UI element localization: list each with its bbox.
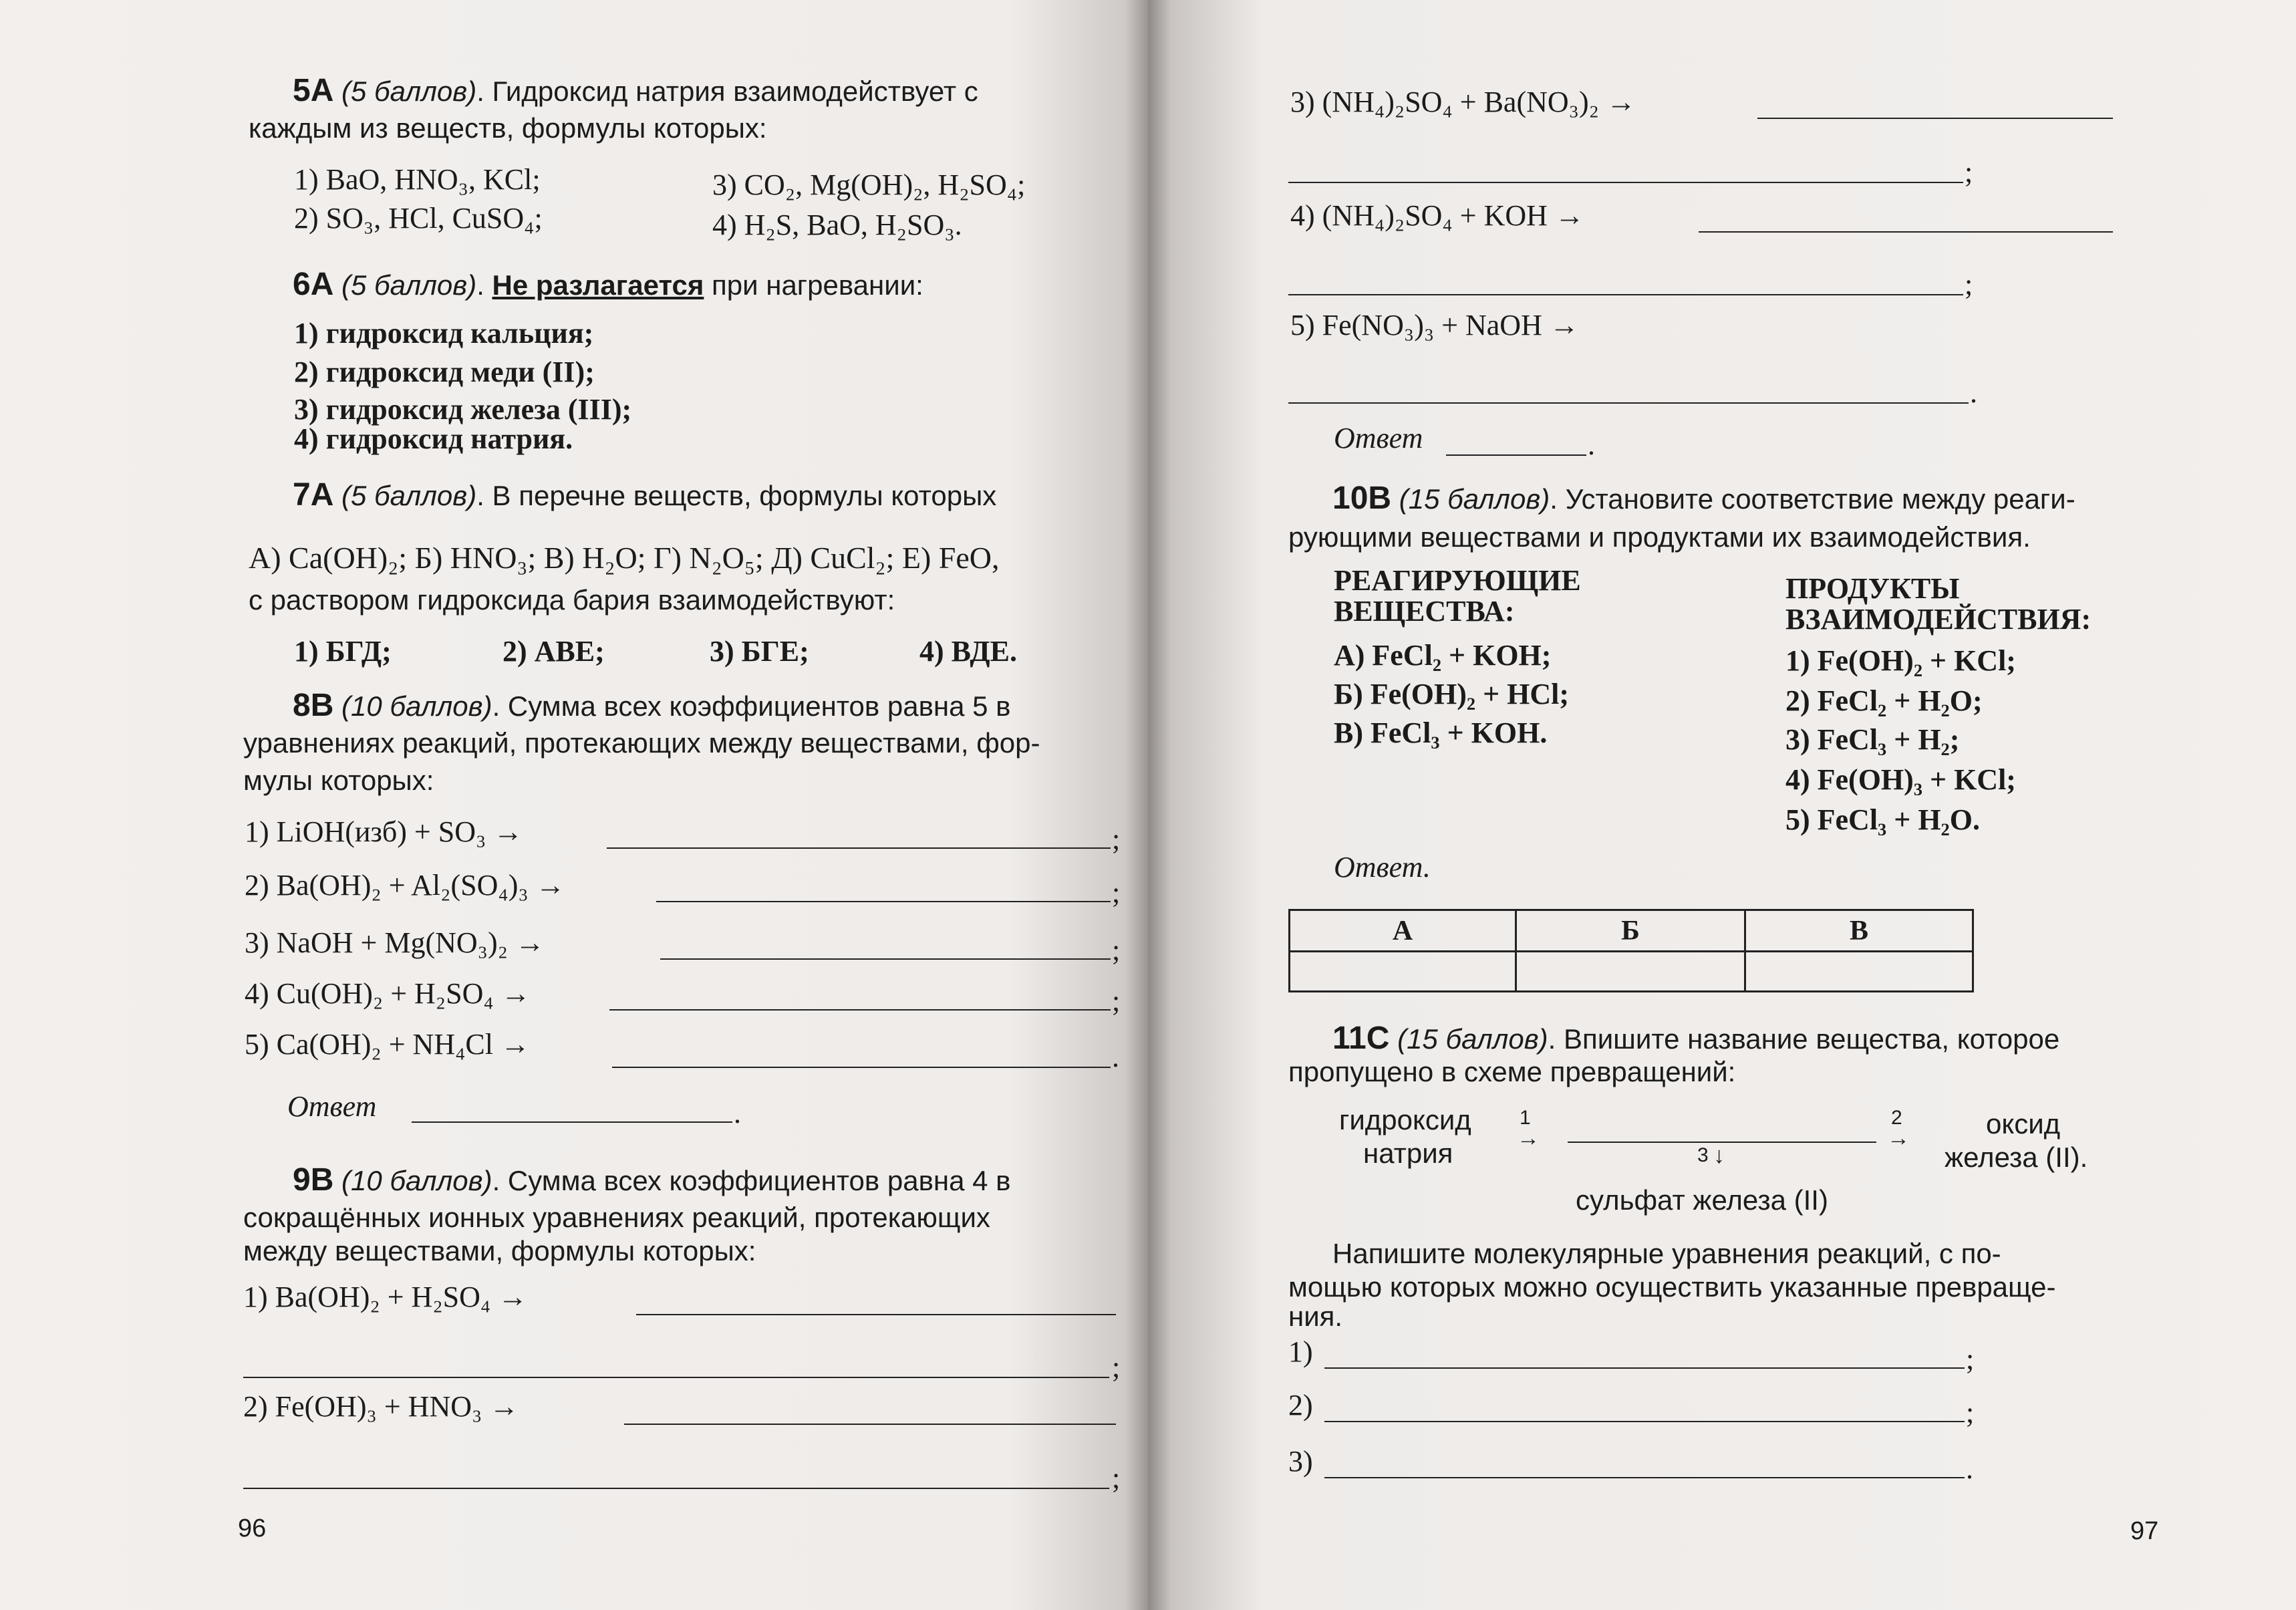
- scheme-branch: сульфат железа (II): [1576, 1184, 1828, 1216]
- semicolon: ;: [1966, 1396, 1975, 1429]
- task-7a-title: [293, 478, 996, 513]
- period: .: [734, 1097, 741, 1129]
- line-number: 2): [1288, 1389, 1313, 1422]
- answer-line[interactable]: [636, 1314, 1116, 1315]
- product: 1) Fe(OH)₂ + KCl;: [1785, 644, 2016, 677]
- answer-line[interactable]: [1324, 1367, 1965, 1369]
- semicolon: ;: [1112, 876, 1121, 909]
- semicolon: ;: [1966, 1343, 1975, 1375]
- answer-line[interactable]: [1288, 182, 1963, 183]
- semicolon: ;: [1112, 1462, 1121, 1494]
- option: 2) гидроксид меди (II);: [294, 356, 595, 388]
- product: 3) FeCl₃ + H₂;: [1785, 723, 1960, 756]
- scheme-start: натрия: [1363, 1137, 1453, 1169]
- task-text: мулы которых:: [243, 765, 434, 796]
- answer-line[interactable]: [243, 1488, 1109, 1489]
- option: 3) БГЕ;: [710, 635, 809, 668]
- task-points: (5 баллов): [341, 480, 477, 511]
- answer-cell-c[interactable]: [1745, 952, 1973, 992]
- table-header-b: Б: [1516, 910, 1745, 952]
- option: 3) гидроксид железа (III);: [294, 393, 632, 426]
- reaction: 1) LiOH(изб) + SO₃ →: [245, 815, 523, 848]
- semicolon: ;: [1112, 934, 1121, 966]
- reaction: 5) Ca(OH)₂ + NH₄Cl →: [245, 1028, 531, 1061]
- task-text: рующими веществами и продуктами их взаимодействия.: [1288, 521, 2031, 553]
- right-page: [1148, 0, 2296, 1610]
- scheme-start: гидроксид: [1339, 1104, 1471, 1135]
- task-6a-title: [293, 267, 923, 303]
- semicolon: ;: [1112, 823, 1121, 855]
- line-number: 3): [1288, 1445, 1313, 1478]
- option: 4) ВДЕ.: [919, 635, 1017, 668]
- task-text: . Сумма всех коэффициентов равна 5 в: [492, 690, 1011, 722]
- answer-label: Ответ: [1334, 422, 1423, 454]
- task-text: ния.: [1288, 1301, 1343, 1332]
- task-5a-title: [293, 74, 978, 109]
- period: .: [1588, 428, 1595, 461]
- column-heading: ВЗАИМОДЕЙСТВИЯ:: [1785, 603, 2092, 636]
- answer-field[interactable]: [412, 1121, 732, 1123]
- reactant: В) FeCl₃ + KOH.: [1334, 716, 1548, 749]
- answer-field[interactable]: [1446, 454, 1586, 456]
- page-number: 97: [2130, 1517, 2159, 1545]
- answer-line[interactable]: [1288, 294, 1963, 295]
- answer-label: Ответ.: [1334, 851, 1431, 884]
- reaction: 4) Cu(OH)₂ + H₂SO₄ →: [245, 977, 531, 1010]
- task-text: . Сумма всех коэффициентов равна 4 в: [492, 1165, 1011, 1196]
- reactant: Б) Fe(OH)₂ + HCl;: [1334, 678, 1570, 710]
- step-number: 3: [1697, 1144, 1709, 1166]
- answer-line[interactable]: [656, 901, 1111, 902]
- task-11c-title: [1332, 1021, 2059, 1057]
- task-text: . Впишите название вещества, которое: [1548, 1023, 2060, 1055]
- task-text: сокращённых ионных уравнениях реакций, протекающих: [243, 1202, 990, 1233]
- answer-cell-b[interactable]: [1516, 952, 1745, 992]
- period: .: [1970, 376, 1977, 409]
- reaction: 1) Ba(OH)₂ + H₂SO₄ →: [243, 1281, 528, 1313]
- semicolon: ;: [1112, 1351, 1121, 1383]
- reaction: 3) (NH₄)₂SO₄ + Ba(NO₃)₂ →: [1290, 86, 1636, 118]
- reaction: 5) Fe(NO₃)₃ + NaOH →: [1290, 309, 1579, 342]
- column-heading: ПРОДУКТЫ: [1785, 572, 1960, 605]
- arrow-icon: →: [1517, 1125, 1540, 1151]
- answer-line[interactable]: [624, 1424, 1116, 1425]
- arrow-down-icon: ↓: [1713, 1143, 1725, 1168]
- task-text: Напишите молекулярные уравнения реакций, с по-: [1332, 1238, 2001, 1269]
- step-number: 2: [1891, 1107, 1902, 1129]
- task-number: 5А: [293, 73, 334, 108]
- task-points: (5 баллов): [341, 269, 477, 301]
- task-9b-title: [293, 1163, 1010, 1198]
- answer-line[interactable]: [1324, 1477, 1965, 1478]
- page-number: 96: [238, 1514, 267, 1542]
- product: 5) FeCl₃ + H₂O.: [1785, 803, 1980, 836]
- product: 4) Fe(OH)₃ + KCl;: [1785, 763, 2016, 796]
- answer-line[interactable]: [609, 1009, 1111, 1011]
- task-number: 9В: [293, 1162, 334, 1198]
- reaction: 2) Ba(OH)₂ + Al₂(SO₄)₃ →: [245, 869, 565, 902]
- column-heading: РЕАГИРУЮЩИЕ: [1334, 564, 1581, 597]
- reaction: 2) Fe(OH)₃ + HNO₃ →: [243, 1390, 519, 1423]
- reactant: А) FeCl₂ + KOH;: [1334, 639, 1552, 672]
- option: 1) гидроксид кальция;: [294, 317, 594, 350]
- semicolon: ;: [1965, 156, 1973, 188]
- table-header-a: А: [1290, 910, 1516, 952]
- answer-line[interactable]: [660, 958, 1111, 960]
- task-text: уравнениях реакций, протекающих между веществами, фор-: [243, 727, 1040, 759]
- task-number: 7А: [293, 477, 334, 513]
- task-text: . Установите соответствие между реаги-: [1550, 483, 2075, 515]
- answer-cell-a[interactable]: [1290, 952, 1516, 992]
- task-text: пропущено в схеме превращений:: [1288, 1056, 1736, 1087]
- reaction: 4) (NH₄)₂SO₄ + KOH →: [1290, 199, 1584, 232]
- task-text: при нагревании:: [704, 269, 923, 301]
- option: 4) H₂S, BaO, H₂SO₃.: [712, 209, 962, 241]
- answer-line[interactable]: [1699, 231, 2113, 233]
- answer-line[interactable]: [612, 1067, 1111, 1068]
- product: 2) FeCl₂ + H₂O;: [1785, 684, 1983, 717]
- task-text: каждым из веществ, формулы которых:: [249, 112, 767, 144]
- task-text: . В перечне веществ, формулы которых: [476, 480, 997, 511]
- answer-line[interactable]: [1324, 1421, 1965, 1422]
- option: 1) БГД;: [294, 635, 392, 668]
- task-text: мощью которых можно осуществить указанные превраще-: [1288, 1271, 2056, 1303]
- option: 2) АВЕ;: [503, 635, 605, 668]
- task-points: (10 баллов): [341, 1165, 492, 1196]
- answer-label: Ответ: [287, 1090, 377, 1123]
- answer-line[interactable]: [1757, 118, 2113, 119]
- task-number: 6А: [293, 267, 334, 302]
- step-number: 1: [1520, 1107, 1531, 1129]
- task-emphasis: Не разлагается: [492, 269, 704, 301]
- period: .: [1966, 1452, 1973, 1485]
- task-points: (15 баллов): [1399, 483, 1550, 515]
- option: 3) CO₂, Mg(OH)₂, H₂SO₄;: [712, 168, 1026, 201]
- option: 2) SO₃, HCl, CuSO₄;: [294, 202, 543, 235]
- option: 4) гидроксид натрия.: [294, 422, 573, 455]
- task-points: (5 баллов): [341, 76, 477, 107]
- substance-list: А) Ca(OH)₂; Б) HNO₃; В) H₂O; Г) N₂O₅; Д) CuCl₂; Е) FeO,: [249, 541, 1000, 575]
- task-number: 10В: [1332, 481, 1392, 516]
- task-text: . Гидроксид натрия взаимодействует с: [476, 76, 978, 107]
- task-text: с раствором гидроксида бария взаимодействуют:: [249, 584, 895, 616]
- task-8b-title: [293, 688, 1010, 724]
- scheme-end: железа (II).: [1945, 1142, 2088, 1173]
- answer-line[interactable]: [1288, 402, 1969, 404]
- task-text: между веществами, формулы которых:: [243, 1235, 756, 1266]
- task-points: (10 баллов): [341, 690, 492, 722]
- task-10b-title: [1332, 481, 2075, 517]
- arrow-icon: →: [1887, 1125, 1910, 1151]
- semicolon: ;: [1112, 984, 1121, 1017]
- line-number: 1): [1288, 1335, 1313, 1368]
- reaction: 3) NaOH + Mg(NO₃)₂ →: [245, 926, 545, 959]
- column-heading: ВЕЩЕСТВА:: [1334, 595, 1515, 628]
- scheme-end: оксид: [1986, 1108, 2061, 1139]
- answer-line[interactable]: [607, 847, 1111, 849]
- answer-line[interactable]: [243, 1377, 1109, 1378]
- task-text: .: [476, 269, 492, 301]
- semicolon: ;: [1965, 268, 1973, 301]
- table-header-c: В: [1745, 910, 1973, 952]
- semicolon: .: [1112, 1041, 1119, 1073]
- option: 1) BaO, HNO₃, KCl;: [294, 163, 541, 196]
- answer-table: [1288, 909, 1974, 992]
- task-points: (15 баллов): [1397, 1023, 1548, 1055]
- task-number: 11С: [1332, 1021, 1390, 1056]
- task-number: 8В: [293, 688, 334, 723]
